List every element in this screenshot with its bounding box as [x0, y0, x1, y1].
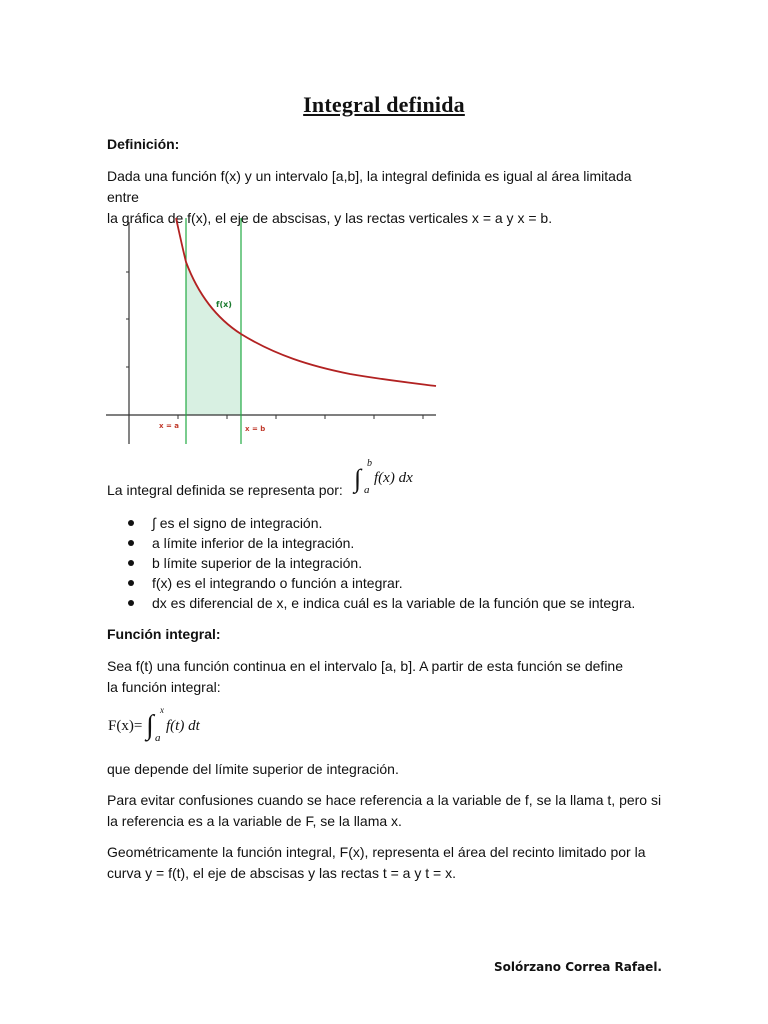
- integral-sign-icon: ∫: [146, 710, 154, 741]
- lower-limit: a: [155, 732, 161, 744]
- integral-function-paragraph: [107, 656, 667, 698]
- lower-limit: a: [364, 484, 370, 496]
- integrand: f(x) dx: [374, 470, 413, 486]
- integrand: f(t) dt: [166, 718, 200, 734]
- variable-note-paragraph: [107, 790, 667, 832]
- representation-text: La integral definida se representa por:: [107, 482, 343, 498]
- dependence-text: que depende del límite superior de integración.: [107, 761, 399, 777]
- integral-function-line-2: la función integral:: [107, 679, 221, 695]
- integral-parts-list: [107, 513, 707, 613]
- bullet-icon: [128, 560, 134, 566]
- list-item: b límite superior de la integración.: [107, 553, 707, 573]
- upper-limit: b: [367, 458, 372, 469]
- geometric-line-1: Geométricamente la función integral, F(x), representa el área del recinto limitado por la: [107, 844, 646, 860]
- page-title: Integral definida: [303, 92, 465, 117]
- bullet-icon: [128, 600, 134, 606]
- bullet-icon: [128, 520, 134, 526]
- variable-note-line-2: la referencia es a la variable de F, se la llama x.: [107, 813, 402, 829]
- author-footer: Solórzano Correa Rafael.: [494, 960, 662, 974]
- list-item: f(x) es el integrando o función a integrar.: [107, 573, 707, 593]
- definition-line-2: la gráfica de f(x), el eje de abscisas, y las rectas verticales x = a y x = b.: [107, 210, 553, 226]
- a-label: x = a: [159, 422, 179, 430]
- integral-area-fill: [186, 262, 241, 415]
- variable-note-line-1: Para evitar confusiones cuando se hace referencia a la variable de f, se la llama t, pero si: [107, 792, 662, 808]
- geometric-line-2: curva y = f(t), el eje de abscisas y las rectas t = a y t = x.: [107, 865, 456, 881]
- definite-integral-formula: [354, 458, 444, 498]
- definition-line-1: Dada una función f(x) y un intervalo [a,b], la integral definida es igual al área limitada entre: [107, 168, 632, 205]
- list-item: ∫ es el signo de integración.: [107, 513, 707, 533]
- bullet-icon: [128, 540, 134, 546]
- integral-function-heading: Función integral:: [107, 626, 221, 642]
- formula-prefix: F(x)=: [108, 718, 143, 734]
- integral-function-formula: [108, 705, 248, 748]
- integral-area-graph: [100, 214, 440, 446]
- definition-heading: Definición:: [107, 136, 180, 152]
- list-item: a límite inferior de la integración.: [107, 533, 707, 553]
- upper-limit: x: [160, 705, 164, 715]
- integral-function-line-1: Sea f(t) una función continua en el intervalo [a, b]. A partir de esta función se define: [107, 658, 623, 674]
- list-item: dx es diferencial de x, e indica cuál es la variable de la función que se integra.: [107, 593, 707, 613]
- curve-label: f(x): [216, 300, 232, 309]
- integral-sign-icon: ∫: [354, 464, 362, 493]
- bullet-icon: [128, 580, 134, 586]
- b-label: x = b: [245, 425, 266, 433]
- geometric-paragraph: [107, 842, 667, 884]
